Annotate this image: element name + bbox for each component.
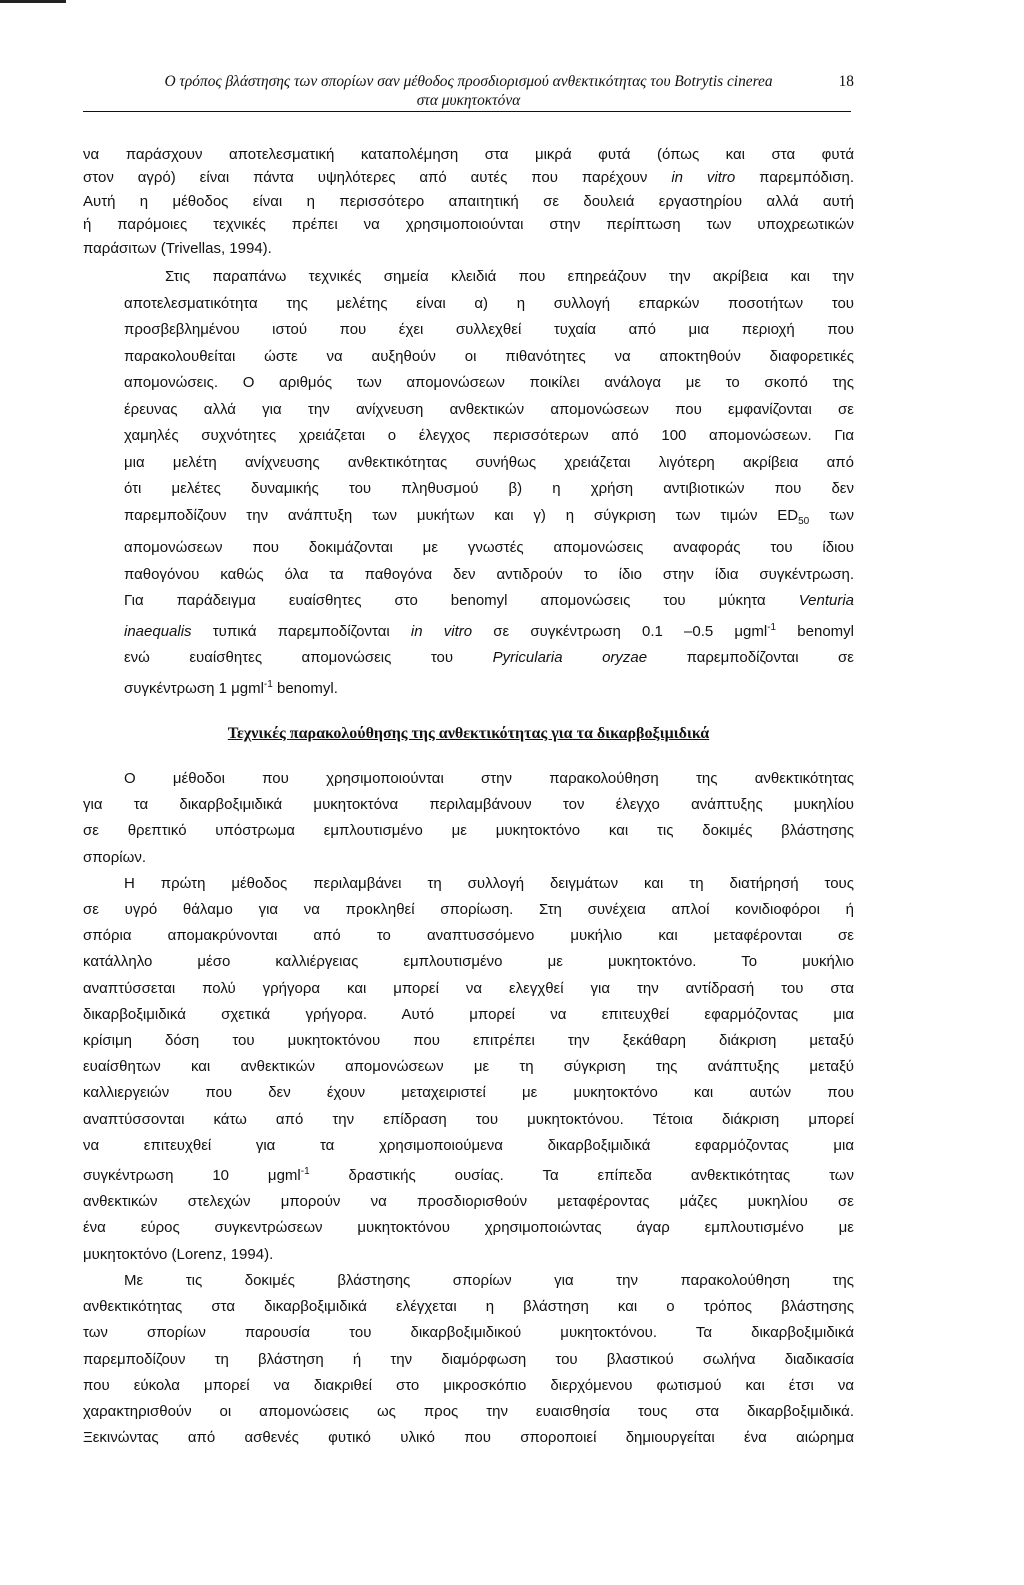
text-line: έρευνας αλλά για την ανίχνευση ανθεκτικών απομονώσεων που εμφανίζονται σε [124, 400, 854, 418]
text-line: να παράσχουν αποτελεσματική καταπολέμηση στα μικρά φυτά (όπως και στα φυτά [83, 146, 854, 163]
header-title-line2: στα μυκητοκτόνα [416, 92, 521, 109]
section-paragraph-3 [83, 1268, 854, 1451]
italic-run: in vitro [671, 169, 736, 187]
text-line: να επιτευχθεί για τα χρησιμοποιούμενα δικαρβοξιμιδικά εφαρμόζοντας μια [83, 1136, 854, 1154]
text-line: ότι μελέτες δυναμικής του πληθυσμού β) η χρήση αντιβιοτικών που δεν [124, 480, 854, 498]
text-run: τυπικά παρεμποδίζονται [191, 622, 411, 640]
text-line: παράσιτων (Trivellas, 1994). [83, 239, 272, 257]
text-line: Ξεκινώντας από ασθενές φυτικό υλικό που σποροποιεί δημιουργείται ένα αιώρημα [83, 1429, 854, 1447]
text-line [83, 166, 854, 189]
text-line: παρεμποδίζουν τη βλάστηση ή την διαμόρφωση του βλαστικού σωλήνα διαδικασία [83, 1350, 854, 1368]
italic-run: Venturia [798, 592, 854, 610]
text-line: σπόρια απομακρύνονται από το αναπτυσσόμενο μυκήλιο και μεταφέρονται σε [83, 927, 854, 945]
superscript: -1 [300, 1166, 310, 1178]
header-title-text: Ο τρόπος βλάστησης των σπορίων σαν μέθοδος προσδιορισμού ανθεκτικότητας του Botrytis cinerea [164, 73, 773, 90]
text-run: παρεμποδίζουν την ανάπτυξη των μυκήτων και γ) η σύγκριση των τιμών ED [124, 506, 799, 524]
text-line: των σπορίων παρουσία του δικαρβοξιμιδικού μυκητοκτόνου. Τα δικαρβοξιμιδικά [83, 1324, 854, 1342]
text-run: συγκέντρωση 10 μgml [83, 1167, 301, 1185]
text-run: benomyl. [272, 679, 338, 697]
text-run: benomyl [776, 622, 854, 640]
text-line: προσβεβλημένου ιστού που έχει συλλεχθεί τυχαία από μια περιοχή που [124, 321, 854, 339]
text-line: ανθεκτικότητας στα δικαρβοξιμιδικά ελέγχεται η βλάστηση και ο τρόπος βλάστησης [83, 1298, 854, 1316]
text-line: σπορίων. [83, 848, 146, 866]
text-line: απομονώσεις. Ο αριθμός των απομονώσεων ποικίλει ανάλογα με το σκοπό της [124, 374, 854, 392]
text-line: Αυτή η μέθοδος είναι η περισσότερο απαιτητική σε δουλειά εργαστηρίου αλλά αυτή [83, 192, 854, 210]
paragraph-1 [83, 143, 854, 260]
text-line [83, 588, 854, 615]
text-run: Για παράδειγμα ευαίσθητες στο benomyl απομονώσεις του μύκητα [124, 592, 799, 610]
text-line: μια μελέτη ανίχνευσης ανθεκτικότητας συνήθως χρειάζεται λιγότερη ακρίβεια από [124, 453, 854, 471]
text-line [83, 503, 854, 536]
text-run: ενώ ευαίσθητες απομονώσεις του [124, 649, 493, 667]
text-line: χαρακτηρισθούν οι απομονώσεις ως προς την ευαισθησία τους στα δικαρβοξιμιδικά. [83, 1402, 854, 1420]
text-line: κατάλληλο μέσο καλλιέργειας εμπλουτισμένο με μυκητοκτόνο. Το μυκήλιο [83, 953, 854, 971]
text-run: παρεμπόδιση. [735, 169, 854, 187]
text-line: ανθεκτικών στελεχών μπορούν να προσδιορισθούν μεταφέροντας μάζες μυκηλίου σε [83, 1193, 854, 1211]
text-line: ένα εύρος συγκεντρώσεων μυκητοκτόνου χρησιμοποιώντας άγαρ εμπλουτισμένο με [83, 1219, 854, 1237]
text-run: δραστικής ουσίας. Τα επίπεδα ανθεκτικότητας των [309, 1167, 854, 1185]
text-line: σε θρεπτικό υπόστρωμα εμπλουτισμένο με μυκητοκτόνο και τις δοκιμές βλάστησης [83, 822, 854, 840]
paragraph-2 [83, 264, 854, 702]
italic-run: in vitro [410, 622, 473, 640]
text-line: χαμηλές συχνότητες χρειάζεται ο έλεγχος περισσότερων από 100 απομονώσεων. Για [124, 427, 854, 445]
text-line: που εύκολα μπορεί να διακριθεί στο μικροσκόπιο διερχόμενου φωτισμού και έτσι να [83, 1376, 854, 1394]
section-title: Τεχνικές παρακολούθησης της ανθεκτικότητας για τα δικαρβοξιμιδικά [227, 725, 710, 743]
scan-corner-mark [0, 0, 66, 3]
page-body [83, 143, 854, 1451]
text-run: σε συγκέντρωση 0.1 –0.5 μgml [472, 622, 768, 640]
text-line [83, 1159, 854, 1189]
text-line: ή παρόμοιες τεχνικές πρέπει να χρησιμοποιούνται στην περίπτωση των υποχρεωτικών [83, 216, 854, 234]
superscript: -1 [263, 678, 273, 690]
text-line: μυκητοκτόνο (Lorenz, 1994). [83, 1245, 274, 1263]
text-run: συγκέντρωση 1 μgml [124, 679, 264, 697]
text-line: Στις παραπάνω τεχνικές σημεία κλειδιά που επηρεάζουν την ακρίβεια και την [165, 268, 854, 286]
superscript: -1 [767, 621, 777, 633]
italic-run: Pyricularia oryzae [492, 649, 648, 667]
text-line [83, 645, 854, 672]
text-run: παρεμποδίζονται σε [647, 649, 854, 667]
text-line: καλλιεργειών που δεν έχουν μεταχειριστεί με μυκητοκτόνο και αυτών που [83, 1084, 854, 1102]
text-run: των [809, 506, 854, 524]
section-paragraph-1 [83, 766, 854, 871]
text-line: δικαρβοξιμιδικά σχετικά γρήγορα. Αυτό μπορεί να επιτευχθεί εφαρμόζοντας μια [83, 1005, 854, 1023]
text-line [83, 615, 854, 646]
text-line: Η πρώτη μέθοδος περιλαμβάνει τη συλλογή δειγμάτων και τη διατήρησή τους [124, 874, 854, 892]
subscript: 50 [798, 515, 810, 527]
section-paragraph-2 [83, 871, 854, 1268]
header-rule [83, 111, 851, 112]
page-number: 18 [838, 73, 854, 90]
text-line: ευαίσθητων και ανθεκτικών απομονώσεων με τη σύγκριση της ανάπτυξης μεταξύ [83, 1058, 854, 1076]
text-line: αποτελεσματικότητα της μελέτης είναι α) η συλλογή επαρκών ποσοτήτων του [124, 294, 854, 312]
text-line: σε υγρό θάλαμο για να προκληθεί σπορίωση. Στη συνέχεια απλοί κονιδιοφόροι ή [83, 901, 854, 919]
italic-run: inaequalis [124, 622, 192, 640]
text-run: στον αγρό) είναι πάντα υψηλότερες από αυτές που παρέχουν [83, 169, 672, 187]
text-line: παθογόνου καθώς όλα τα παθογόνα δεν αντιδρούν το ίδιο στην ίδια συγκέντρωση. [124, 565, 854, 583]
text-line: κρίσιμη δόση του μυκητοκτόνου που επιτρέπει την ξεκάθαρη διάκριση μεταξύ [83, 1032, 854, 1050]
text-line: Ο μέθοδοι που χρησιμοποιούνται στην παρακολούθηση της ανθεκτικότητας [124, 770, 854, 788]
running-header [83, 70, 854, 112]
text-line [83, 672, 854, 703]
text-line: παρακολουθείται ώστε να αυξηθούν οι πιθανότητες να αποκτηθούν διαφορετικές [124, 347, 854, 365]
text-line: για τα δικαρβοξιμιδικά μυκητοκτόνα περιλαμβάνουν τον έλεγχο ανάπτυξης μυκηλίου [83, 796, 854, 814]
text-line: απομονώσεων που δοκιμάζονται με γνωστές απομονώσεις αναφοράς του ίδιου [124, 539, 854, 557]
text-line: αναπτύσσεται πολύ γρήγορα και μπορεί να ελεγχθεί για την αντίδρασή του στα [83, 979, 854, 997]
text-line: αναπτύσσονται κάτω από την επίδραση του μυκητοκτόνου. Τέτοια διάκριση μπορεί [83, 1110, 854, 1128]
text-line: Με τις δοκιμές βλάστησης σπορίων για την παρακολούθηση της [124, 1271, 854, 1289]
